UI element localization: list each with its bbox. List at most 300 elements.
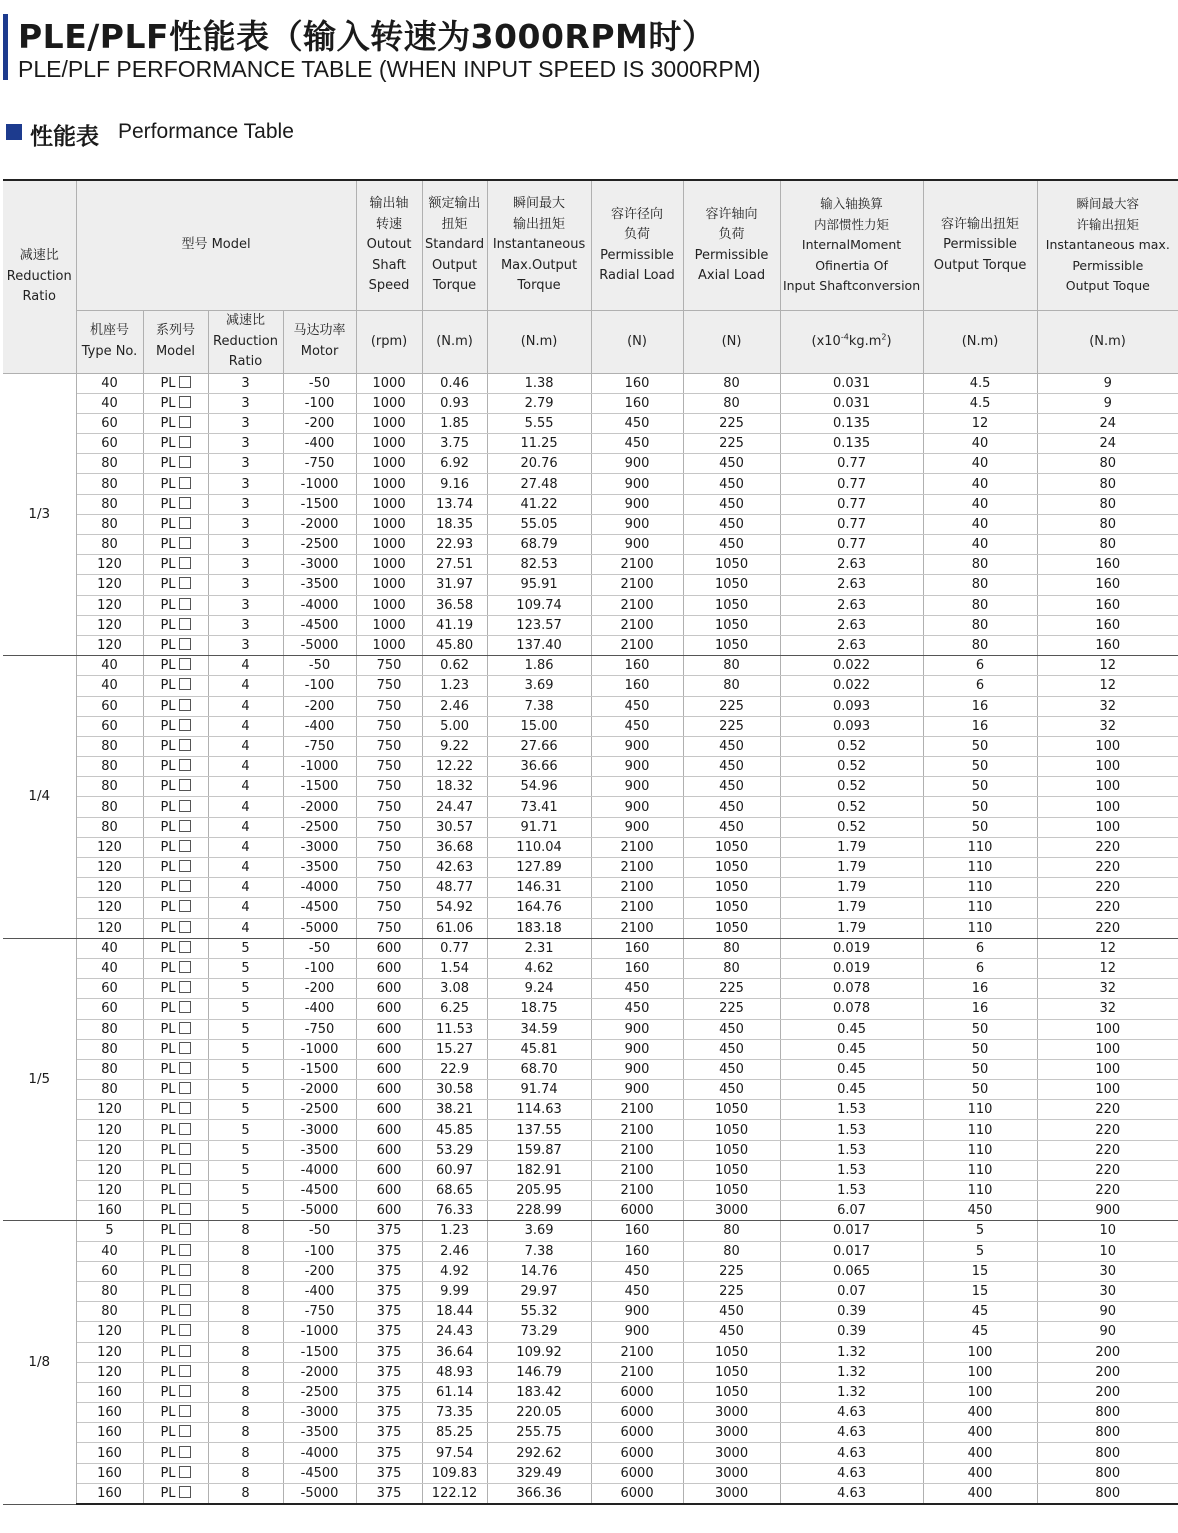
cell-std-torque: 0.93 <box>422 393 487 413</box>
cell-std-torque: 5.00 <box>422 716 487 736</box>
cell-motor: -4000 <box>283 595 356 615</box>
cell-motor: -3500 <box>283 1423 356 1443</box>
cell-radial-load: 450 <box>591 999 683 1019</box>
series-prefix: PL <box>160 557 176 573</box>
cell-series <box>143 898 208 918</box>
section-marker-icon <box>6 124 22 140</box>
cell-radial-load: 2100 <box>591 555 683 575</box>
cell-output-speed: 375 <box>356 1281 422 1301</box>
cell-inertia: 0.52 <box>780 817 923 837</box>
cell-series <box>143 1100 208 1120</box>
cell-type-no: 120 <box>76 1160 143 1180</box>
cell-inst-max-torque: 90 <box>1037 1302 1178 1322</box>
cell-motor: -1500 <box>283 494 356 514</box>
series-prefix: PL <box>160 1405 176 1421</box>
table-row <box>3 979 1178 999</box>
cell-inst-max-torque: 12 <box>1037 656 1178 676</box>
cell-sub-ratio: 3 <box>208 474 283 494</box>
cell-max-torque: 27.48 <box>487 474 591 494</box>
cell-perm-torque: 16 <box>923 979 1037 999</box>
cell-std-torque: 30.57 <box>422 817 487 837</box>
cell-output-speed: 750 <box>356 837 422 857</box>
cell-output-speed: 750 <box>356 898 422 918</box>
header-axial-load: 容许轴向 负荷 Permissible Axial Load <box>683 180 780 311</box>
cell-max-torque: 366.36 <box>487 1483 591 1504</box>
cell-motor: -2500 <box>283 1382 356 1402</box>
cell-inst-max-torque: 200 <box>1037 1382 1178 1402</box>
cell-series <box>143 514 208 534</box>
cell-axial-load: 450 <box>683 817 780 837</box>
cell-radial-load: 2100 <box>591 837 683 857</box>
cell-type-no: 60 <box>76 696 143 716</box>
series-prefix: PL <box>160 496 176 512</box>
cell-sub-ratio: 4 <box>208 676 283 696</box>
cell-axial-load: 225 <box>683 999 780 1019</box>
cell-std-torque: 36.58 <box>422 595 487 615</box>
cell-series <box>143 1483 208 1504</box>
cell-motor: -4000 <box>283 1443 356 1463</box>
series-checkbox-icon <box>179 1223 191 1235</box>
cell-axial-load: 80 <box>683 938 780 958</box>
cell-std-torque: 76.33 <box>422 1201 487 1221</box>
series-checkbox-icon <box>179 820 191 832</box>
section-title-cn: 性能表 <box>30 124 99 150</box>
cell-series <box>143 1241 208 1261</box>
series-checkbox-icon <box>179 416 191 428</box>
cell-type-no: 80 <box>76 454 143 474</box>
cell-radial-load: 2100 <box>591 1100 683 1120</box>
cell-axial-load: 225 <box>683 696 780 716</box>
cell-radial-load: 450 <box>591 413 683 433</box>
cell-inst-max-torque: 800 <box>1037 1463 1178 1483</box>
cell-std-torque: 6.92 <box>422 454 487 474</box>
cell-motor: -750 <box>283 454 356 474</box>
cell-type-no: 40 <box>76 373 143 393</box>
cell-output-speed: 375 <box>356 1423 422 1443</box>
cell-series <box>143 817 208 837</box>
cell-type-no: 80 <box>76 1039 143 1059</box>
cell-radial-load: 900 <box>591 454 683 474</box>
cell-series <box>143 635 208 655</box>
cell-perm-torque: 45 <box>923 1302 1037 1322</box>
cell-inst-max-torque: 800 <box>1037 1483 1178 1504</box>
cell-inst-max-torque: 80 <box>1037 494 1178 514</box>
cell-perm-torque: 6 <box>923 676 1037 696</box>
cell-max-torque: 91.71 <box>487 817 591 837</box>
cell-axial-load: 3000 <box>683 1483 780 1504</box>
cell-inst-max-torque: 80 <box>1037 514 1178 534</box>
cell-std-torque: 6.25 <box>422 999 487 1019</box>
cell-series <box>143 1019 208 1039</box>
cell-sub-ratio: 4 <box>208 918 283 938</box>
cell-std-torque: 9.16 <box>422 474 487 494</box>
cell-inst-max-torque: 220 <box>1037 837 1178 857</box>
table-row <box>3 595 1178 615</box>
series-prefix: PL <box>160 1425 176 1441</box>
cell-perm-torque: 4.5 <box>923 393 1037 413</box>
table-row <box>3 918 1178 938</box>
series-checkbox-icon <box>179 1345 191 1357</box>
cell-sub-ratio: 5 <box>208 1059 283 1079</box>
cell-series <box>143 716 208 736</box>
cell-axial-load: 225 <box>683 979 780 999</box>
cell-perm-torque: 110 <box>923 898 1037 918</box>
cell-inertia: 0.065 <box>780 1261 923 1281</box>
cell-type-no: 80 <box>76 1281 143 1301</box>
series-checkbox-icon <box>179 1365 191 1377</box>
cell-output-speed: 750 <box>356 757 422 777</box>
cell-std-torque: 36.68 <box>422 837 487 857</box>
cell-series <box>143 1140 208 1160</box>
cell-series <box>143 1120 208 1140</box>
cell-inertia: 1.53 <box>780 1140 923 1160</box>
cell-series <box>143 1423 208 1443</box>
cell-sub-ratio: 8 <box>208 1483 283 1504</box>
cell-radial-load: 2100 <box>591 898 683 918</box>
cell-axial-load: 1050 <box>683 1120 780 1140</box>
cell-output-speed: 750 <box>356 918 422 938</box>
cell-max-torque: 7.38 <box>487 696 591 716</box>
cell-std-torque: 38.21 <box>422 1100 487 1120</box>
cell-type-no: 40 <box>76 393 143 413</box>
cell-radial-load: 2100 <box>591 878 683 898</box>
cell-output-speed: 600 <box>356 1140 422 1160</box>
cell-motor: -50 <box>283 373 356 393</box>
table-row <box>3 1039 1178 1059</box>
cell-inst-max-torque: 800 <box>1037 1403 1178 1423</box>
cell-series <box>143 1403 208 1423</box>
cell-inst-max-torque: 80 <box>1037 474 1178 494</box>
cell-perm-torque: 40 <box>923 494 1037 514</box>
cell-max-torque: 146.31 <box>487 878 591 898</box>
cell-std-torque: 18.44 <box>422 1302 487 1322</box>
series-prefix: PL <box>160 1384 176 1400</box>
cell-max-torque: 2.79 <box>487 393 591 413</box>
cell-inertia: 0.017 <box>780 1241 923 1261</box>
cell-inst-max-torque: 12 <box>1037 958 1178 978</box>
cell-radial-load: 2100 <box>591 615 683 635</box>
cell-output-speed: 600 <box>356 958 422 978</box>
cell-axial-load: 1050 <box>683 1100 780 1120</box>
cell-sub-ratio: 3 <box>208 575 283 595</box>
cell-axial-load: 3000 <box>683 1403 780 1423</box>
cell-inertia: 1.79 <box>780 898 923 918</box>
cell-type-no: 80 <box>76 1019 143 1039</box>
cell-output-speed: 1000 <box>356 474 422 494</box>
table-row <box>3 575 1178 595</box>
cell-max-torque: 292.62 <box>487 1443 591 1463</box>
cell-motor: -1500 <box>283 777 356 797</box>
cell-sub-ratio: 3 <box>208 454 283 474</box>
cell-output-speed: 375 <box>356 1342 422 1362</box>
series-checkbox-icon <box>179 396 191 408</box>
cell-max-torque: 146.79 <box>487 1362 591 1382</box>
cell-sub-ratio: 8 <box>208 1443 283 1463</box>
cell-inst-max-torque: 220 <box>1037 1181 1178 1201</box>
series-prefix: PL <box>160 738 176 754</box>
cell-radial-load: 6000 <box>591 1423 683 1443</box>
cell-output-speed: 600 <box>356 938 422 958</box>
series-prefix: PL <box>160 718 176 734</box>
cell-series <box>143 837 208 857</box>
cell-perm-torque: 80 <box>923 555 1037 575</box>
cell-perm-torque: 4.5 <box>923 373 1037 393</box>
cell-radial-load: 160 <box>591 373 683 393</box>
cell-sub-ratio: 3 <box>208 413 283 433</box>
series-checkbox-icon <box>179 1203 191 1215</box>
cell-inertia: 0.52 <box>780 777 923 797</box>
cell-perm-torque: 80 <box>923 595 1037 615</box>
cell-radial-load: 900 <box>591 1080 683 1100</box>
cell-type-no: 40 <box>76 1241 143 1261</box>
cell-std-torque: 15.27 <box>422 1039 487 1059</box>
cell-sub-ratio: 8 <box>208 1463 283 1483</box>
cell-radial-load: 450 <box>591 1281 683 1301</box>
cell-inst-max-torque: 9 <box>1037 373 1178 393</box>
cell-perm-torque: 400 <box>923 1463 1037 1483</box>
cell-inst-max-torque: 32 <box>1037 716 1178 736</box>
cell-output-speed: 375 <box>356 1302 422 1322</box>
cell-radial-load: 2100 <box>591 1342 683 1362</box>
series-prefix: PL <box>160 1223 176 1239</box>
cell-perm-torque: 110 <box>923 1181 1037 1201</box>
cell-inst-max-torque: 100 <box>1037 1039 1178 1059</box>
cell-sub-ratio: 5 <box>208 1201 283 1221</box>
cell-perm-torque: 450 <box>923 1201 1037 1221</box>
cell-type-no: 120 <box>76 837 143 857</box>
cell-perm-torque: 100 <box>923 1382 1037 1402</box>
cell-output-speed: 1000 <box>356 454 422 474</box>
cell-sub-ratio: 4 <box>208 736 283 756</box>
cell-std-torque: 45.80 <box>422 635 487 655</box>
cell-inertia: 0.52 <box>780 736 923 756</box>
cell-motor: -5000 <box>283 1201 356 1221</box>
cell-axial-load: 80 <box>683 1241 780 1261</box>
cell-motor: -1000 <box>283 474 356 494</box>
cell-max-torque: 11.25 <box>487 434 591 454</box>
cell-motor: -3000 <box>283 555 356 575</box>
cell-sub-ratio: 3 <box>208 373 283 393</box>
cell-std-torque: 9.22 <box>422 736 487 756</box>
cell-motor: -4500 <box>283 898 356 918</box>
cell-axial-load: 80 <box>683 656 780 676</box>
cell-axial-load: 225 <box>683 1261 780 1281</box>
cell-type-no: 80 <box>76 535 143 555</box>
cell-sub-ratio: 3 <box>208 393 283 413</box>
cell-sub-ratio: 5 <box>208 999 283 1019</box>
cell-inertia: 0.135 <box>780 434 923 454</box>
cell-inertia: 0.093 <box>780 696 923 716</box>
unit-speed: (rpm) <box>356 311 422 374</box>
table-row <box>3 373 1178 393</box>
table-row <box>3 1261 1178 1281</box>
table-row <box>3 696 1178 716</box>
cell-perm-torque: 50 <box>923 1059 1037 1079</box>
series-prefix: PL <box>160 1203 176 1219</box>
table-row <box>3 1160 1178 1180</box>
cell-inertia: 4.63 <box>780 1403 923 1423</box>
cell-motor: -5000 <box>283 635 356 655</box>
cell-axial-load: 80 <box>683 676 780 696</box>
cell-inertia: 1.32 <box>780 1362 923 1382</box>
cell-inertia: 1.79 <box>780 837 923 857</box>
cell-radial-load: 6000 <box>591 1443 683 1463</box>
series-checkbox-icon <box>179 1466 191 1478</box>
cell-axial-load: 450 <box>683 535 780 555</box>
table-row <box>3 676 1178 696</box>
table-row <box>3 1019 1178 1039</box>
series-checkbox-icon <box>179 1183 191 1195</box>
cell-type-no: 160 <box>76 1423 143 1443</box>
series-checkbox-icon <box>179 376 191 388</box>
cell-inertia: 0.45 <box>780 1059 923 1079</box>
series-prefix: PL <box>160 1263 176 1279</box>
series-checkbox-icon <box>179 1082 191 1094</box>
cell-sub-ratio: 5 <box>208 958 283 978</box>
table-header <box>3 180 1178 373</box>
cell-output-speed: 1000 <box>356 514 422 534</box>
cell-sub-ratio: 5 <box>208 1100 283 1120</box>
cell-series <box>143 979 208 999</box>
cell-inertia: 0.07 <box>780 1281 923 1301</box>
cell-inertia: 0.77 <box>780 454 923 474</box>
cell-axial-load: 3000 <box>683 1463 780 1483</box>
cell-inst-max-torque: 100 <box>1037 1059 1178 1079</box>
cell-std-torque: 42.63 <box>422 858 487 878</box>
cell-inst-max-torque: 24 <box>1037 413 1178 433</box>
cell-inertia: 0.031 <box>780 373 923 393</box>
cell-radial-load: 6000 <box>591 1463 683 1483</box>
cell-motor: -2000 <box>283 1362 356 1382</box>
cell-axial-load: 225 <box>683 1281 780 1301</box>
table-row <box>3 1463 1178 1483</box>
cell-inst-max-torque: 800 <box>1037 1423 1178 1443</box>
cell-sub-ratio: 3 <box>208 615 283 635</box>
cell-motor: -3000 <box>283 1403 356 1423</box>
cell-axial-load: 1050 <box>683 555 780 575</box>
cell-sub-ratio: 5 <box>208 979 283 999</box>
cell-motor: -400 <box>283 999 356 1019</box>
cell-inst-max-torque: 32 <box>1037 696 1178 716</box>
cell-motor: -2500 <box>283 535 356 555</box>
cell-type-no: 120 <box>76 1140 143 1160</box>
table-row <box>3 454 1178 474</box>
series-prefix: PL <box>160 375 176 391</box>
cell-perm-torque: 110 <box>923 858 1037 878</box>
cell-type-no: 40 <box>76 656 143 676</box>
cell-axial-load: 1050 <box>683 1140 780 1160</box>
ratio-group-label: 1/4 <box>3 656 76 939</box>
series-prefix: PL <box>160 1001 176 1017</box>
cell-std-torque: 61.06 <box>422 918 487 938</box>
cell-axial-load: 1050 <box>683 1160 780 1180</box>
table-row <box>3 858 1178 878</box>
unit-inertia: $(x10^{-4}kg.m^2)$ <box>780 311 923 374</box>
series-prefix: PL <box>160 1485 176 1501</box>
cell-inst-max-torque: 220 <box>1037 1120 1178 1140</box>
series-prefix: PL <box>160 819 176 835</box>
ratio-group-label: 1/3 <box>3 373 76 656</box>
cell-series <box>143 575 208 595</box>
cell-inst-max-torque: 12 <box>1037 676 1178 696</box>
cell-max-torque: 205.95 <box>487 1181 591 1201</box>
cell-axial-load: 450 <box>683 1019 780 1039</box>
cell-std-torque: 13.74 <box>422 494 487 514</box>
cell-axial-load: 225 <box>683 434 780 454</box>
table-row <box>3 656 1178 676</box>
cell-series <box>143 1039 208 1059</box>
cell-perm-torque: 80 <box>923 575 1037 595</box>
cell-std-torque: 1.23 <box>422 676 487 696</box>
cell-output-speed: 750 <box>356 878 422 898</box>
cell-series <box>143 696 208 716</box>
cell-output-speed: 375 <box>356 1362 422 1382</box>
cell-series <box>143 999 208 1019</box>
cell-std-torque: 60.97 <box>422 1160 487 1180</box>
series-prefix: PL <box>160 415 176 431</box>
cell-series <box>143 1221 208 1241</box>
table-row <box>3 1181 1178 1201</box>
cell-axial-load: 3000 <box>683 1443 780 1463</box>
cell-sub-ratio: 5 <box>208 1181 283 1201</box>
cell-axial-load: 450 <box>683 1080 780 1100</box>
cell-series <box>143 1059 208 1079</box>
cell-motor: -200 <box>283 979 356 999</box>
cell-perm-torque: 45 <box>923 1322 1037 1342</box>
table-row <box>3 1403 1178 1423</box>
header-instant-max: 瞬间最大容 许输出扭矩 Instantaneous max. Permissible Output Toque <box>1037 180 1178 311</box>
series-checkbox-icon <box>179 739 191 751</box>
cell-axial-load: 1050 <box>683 615 780 635</box>
cell-type-no: 120 <box>76 1120 143 1140</box>
series-prefix: PL <box>160 577 176 593</box>
cell-type-no: 80 <box>76 777 143 797</box>
cell-inst-max-torque: 30 <box>1037 1261 1178 1281</box>
cell-type-no: 80 <box>76 797 143 817</box>
cell-std-torque: 85.25 <box>422 1423 487 1443</box>
cell-motor: -2000 <box>283 1080 356 1100</box>
cell-series <box>143 454 208 474</box>
header-series: 系列号 Model <box>143 311 208 374</box>
cell-output-speed: 600 <box>356 1039 422 1059</box>
cell-output-speed: 600 <box>356 1080 422 1100</box>
header-reduction-ratio: 减速比 Reduction Ratio <box>3 180 76 373</box>
cell-std-torque: 22.9 <box>422 1059 487 1079</box>
series-checkbox-icon <box>179 477 191 489</box>
cell-inertia: 0.019 <box>780 958 923 978</box>
cell-axial-load: 450 <box>683 736 780 756</box>
series-checkbox-icon <box>179 1284 191 1296</box>
cell-series <box>143 615 208 635</box>
cell-series <box>143 1181 208 1201</box>
cell-std-torque: 9.99 <box>422 1281 487 1301</box>
cell-output-speed: 600 <box>356 1100 422 1120</box>
cell-std-torque: 48.93 <box>422 1362 487 1382</box>
cell-axial-load: 1050 <box>683 1181 780 1201</box>
cell-sub-ratio: 4 <box>208 777 283 797</box>
cell-inertia: 4.63 <box>780 1483 923 1504</box>
cell-inst-max-torque: 160 <box>1037 635 1178 655</box>
series-checkbox-icon <box>179 1405 191 1417</box>
cell-sub-ratio: 5 <box>208 1160 283 1180</box>
cell-perm-torque: 110 <box>923 1120 1037 1140</box>
cell-radial-load: 900 <box>591 817 683 837</box>
table-row <box>3 1080 1178 1100</box>
cell-axial-load: 1050 <box>683 837 780 857</box>
cell-perm-torque: 40 <box>923 434 1037 454</box>
cell-output-speed: 375 <box>356 1261 422 1281</box>
cell-std-torque: 45.85 <box>422 1120 487 1140</box>
